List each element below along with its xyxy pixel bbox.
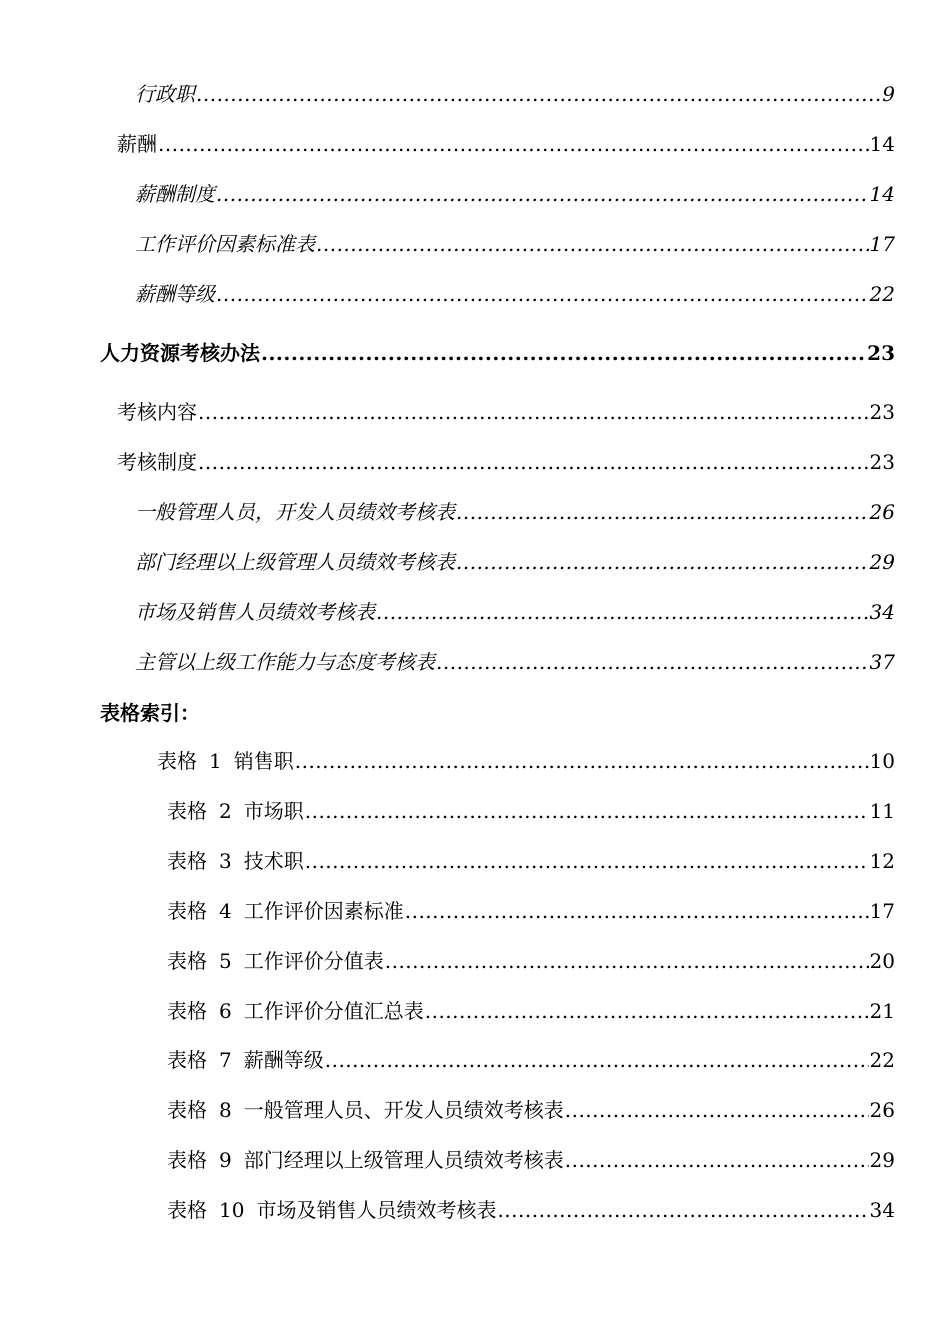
toc-entry[interactable] — [135, 178, 895, 207]
dot-leader — [456, 550, 869, 574]
toc-entry-page: 9 — [882, 82, 895, 106]
toc-entry[interactable] — [135, 646, 895, 675]
dot-leader — [295, 749, 869, 773]
dot-leader — [376, 600, 869, 624]
toc-entry-label: 考核内容 — [117, 400, 197, 424]
toc-entry-page: 29 — [869, 550, 895, 574]
table-index-page: 34 — [869, 1198, 895, 1222]
toc-entry-label: 行政职 — [135, 82, 195, 106]
toc-entry[interactable] — [117, 396, 895, 425]
table-index-label: 表格 3 技术职 — [167, 849, 304, 873]
dot-leader — [405, 899, 869, 923]
table-index-heading: 表格索引： — [100, 701, 200, 725]
dot-leader — [305, 799, 869, 823]
dot-leader — [196, 82, 881, 106]
toc-entry[interactable] — [100, 337, 895, 366]
toc-entry-page: 17 — [869, 232, 895, 256]
toc-entry-page: 14 — [869, 132, 895, 156]
table-index-label: 表格 2 市场职 — [167, 799, 304, 823]
dot-leader — [497, 1198, 868, 1222]
toc-entry[interactable] — [135, 496, 895, 525]
toc-entry-page: 26 — [869, 500, 895, 524]
dot-leader — [216, 182, 869, 206]
table-index-entry[interactable] — [167, 795, 895, 824]
toc-entry-label: 薪酬等级 — [135, 282, 215, 306]
toc-entry-page: 34 — [869, 600, 895, 624]
dot-leader — [565, 1098, 869, 1122]
dot-leader — [425, 999, 869, 1023]
toc-entry[interactable] — [135, 228, 895, 257]
table-index-entry[interactable] — [167, 895, 895, 924]
table-index-entry[interactable] — [167, 1144, 895, 1173]
toc-entry-label: 部门经理以上级管理人员绩效考核表 — [135, 550, 455, 574]
toc-entry[interactable] — [117, 128, 895, 157]
dot-leader — [456, 500, 869, 524]
toc-entry-label: 一般管理人员，开发人员绩效考核表 — [135, 500, 455, 524]
table-index-page: 20 — [869, 949, 895, 973]
table-index-entry[interactable] — [167, 845, 895, 874]
table-index-page: 12 — [869, 849, 895, 873]
toc-entry[interactable] — [117, 446, 895, 475]
table-index-page: 29 — [869, 1148, 895, 1172]
dot-leader — [325, 1048, 869, 1072]
table-index-page: 10 — [869, 749, 895, 773]
toc-entry-label: 考核制度 — [117, 450, 197, 474]
table-index-label: 表格 7 薪酬等级 — [167, 1048, 324, 1072]
dot-leader — [385, 949, 869, 973]
toc-entry[interactable] — [135, 278, 895, 307]
table-index-label: 表格 5 工作评价分值表 — [167, 949, 384, 973]
table-index-page: 21 — [869, 999, 895, 1023]
table-index-entry[interactable] — [167, 945, 895, 974]
toc-entry-label: 薪酬 — [117, 132, 157, 156]
table-index-label: 表格 6 工作评价分值汇总表 — [167, 999, 424, 1023]
dot-leader — [261, 341, 866, 365]
toc-entry-label: 薪酬制度 — [135, 182, 215, 206]
table-index-label: 表格 10 市场及销售人员绩效考核表 — [167, 1198, 497, 1222]
toc-entry-page: 22 — [869, 282, 895, 306]
toc-entry[interactable] — [135, 546, 895, 575]
dot-leader — [216, 282, 869, 306]
table-index-page: 22 — [869, 1048, 895, 1072]
table-index-label: 表格 4 工作评价因素标准 — [167, 899, 404, 923]
dot-leader — [316, 232, 869, 256]
table-index-page: 17 — [869, 899, 895, 923]
table-index-entry[interactable] — [167, 995, 895, 1024]
table-index-entry[interactable] — [167, 1194, 895, 1223]
table-index-label: 表格 9 部门经理以上级管理人员绩效考核表 — [167, 1148, 564, 1172]
table-index-entry[interactable] — [167, 1044, 895, 1073]
dot-leader — [436, 650, 869, 674]
table-index-entry[interactable] — [167, 1094, 895, 1123]
dot-leader — [198, 400, 869, 424]
table-index-page: 26 — [869, 1098, 895, 1122]
toc-entry-label: 人力资源考核办法 — [100, 341, 260, 365]
dot-leader — [198, 450, 869, 474]
toc-entry-page: 37 — [869, 650, 895, 674]
toc-entry[interactable] — [135, 596, 895, 625]
toc-entry-label: 主管以上级工作能力与态度考核表 — [135, 650, 435, 674]
toc-entry-page: 23 — [869, 450, 895, 474]
toc-entry-label: 市场及销售人员绩效考核表 — [135, 600, 375, 624]
table-index-label: 表格 1 销售职 — [157, 749, 294, 773]
dot-leader — [158, 132, 869, 156]
toc-entry-page: 23 — [869, 400, 895, 424]
table-index-entry[interactable] — [157, 745, 895, 774]
toc-entry-page: 23 — [867, 341, 895, 365]
toc-entry-page: 14 — [869, 182, 895, 206]
toc-entry[interactable] — [135, 78, 895, 107]
table-index-page: 11 — [869, 799, 895, 823]
toc-entry-label: 工作评价因素标准表 — [135, 232, 315, 256]
dot-leader — [305, 849, 869, 873]
dot-leader — [565, 1148, 869, 1172]
table-index-label: 表格 8 一般管理人员、开发人员绩效考核表 — [167, 1098, 564, 1122]
